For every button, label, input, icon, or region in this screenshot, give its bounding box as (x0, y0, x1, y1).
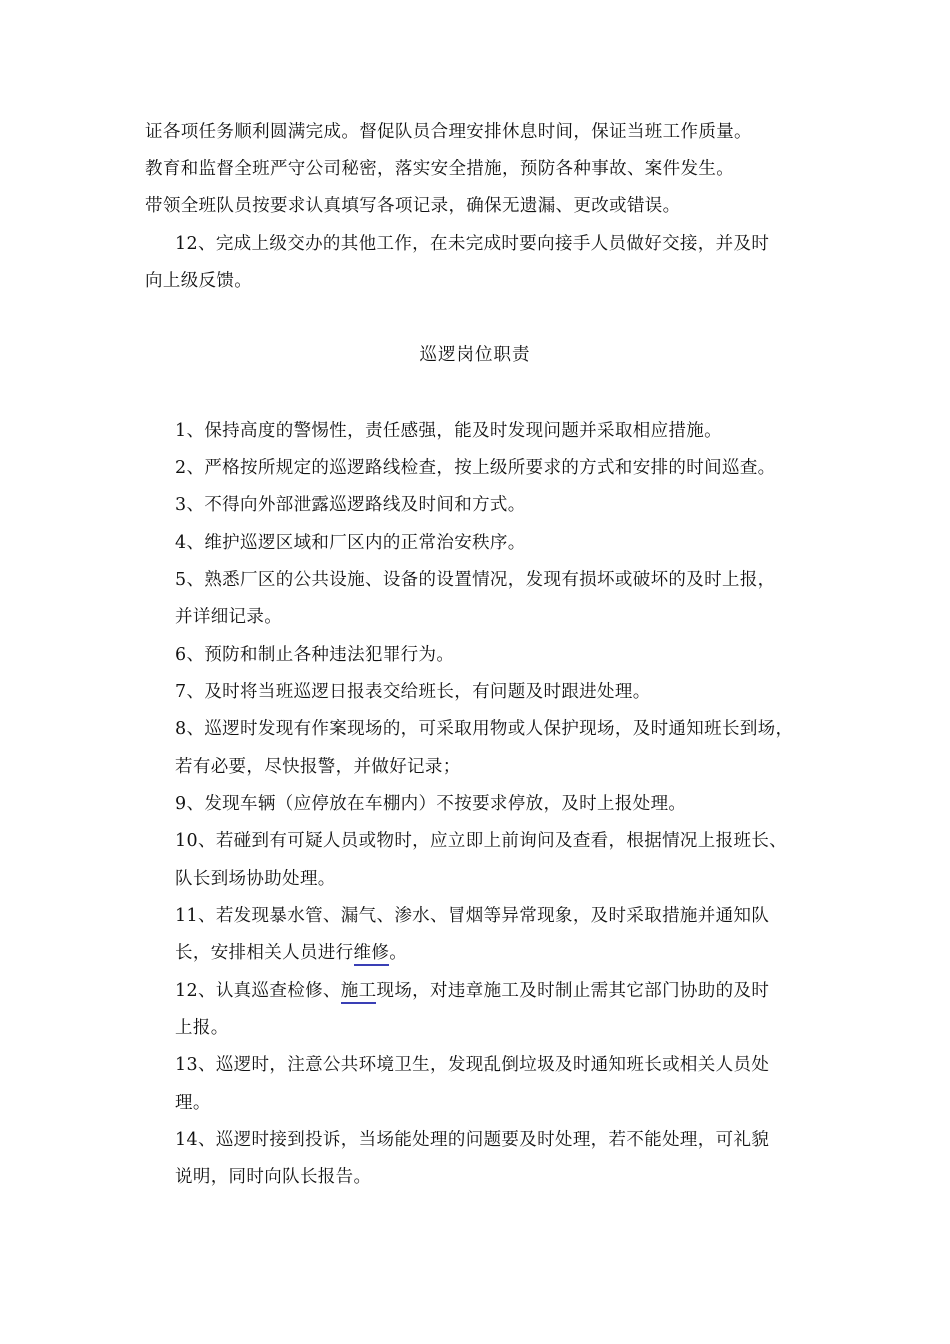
duty-item-12-line-2: 上报。 (175, 1018, 229, 1038)
duty-item-7: 7、及时将当班巡逻日报表交给班长，有问题及时跟进处理。 (175, 682, 651, 702)
duty-item-3: 3、不得向外部泄露巡逻路线及时间和方式。 (175, 495, 526, 515)
duty-item-5-line-1: 5、熟悉厂区的公共设施、设备的设置情况，发现有损坏或破坏的及时上报， (175, 570, 776, 590)
section-title: 巡逻岗位职责 (419, 345, 531, 365)
duty-item-11-line-2 (175, 945, 407, 963)
intro-item-12-line-1: 12、完成上级交办的其他工作，在未完成时要向接手人员做好交接，并及时 (175, 234, 770, 254)
duty-item-9: 9、发现车辆（应停放在车棚内）不按要求停放，及时上报处理。 (175, 794, 687, 814)
duty-item-2: 2、严格按所规定的巡逻路线检查，按上级所要求的方式和安排的时间巡查。 (175, 458, 776, 478)
intro-line-2: 教育和监督全班严守公司秘密，落实安全措施，预防各种事故、案件发生。 (145, 159, 735, 179)
duty-item-8-line-1: 8、巡逻时发现有作案现场的，可采取用物或人保护现场，及时通知班长到场， (175, 719, 794, 739)
intro-line-1: 证各项任务顺利圆满完成。督促队员合理安排休息时间，保证当班工作质量。 (145, 122, 752, 142)
duty-item-11-punct: 。 (389, 943, 408, 963)
intro-line-3: 带领全班队员按要求认真填写各项记录，确保无遗漏、更改或错误。 (145, 196, 681, 216)
duty-item-10-line-2: 队长到场协助处理。 (175, 869, 336, 889)
duty-item-12-text-pre: 12、认真巡查检修、 (175, 981, 341, 1001)
link-construction[interactable]: 施工 (341, 981, 377, 1004)
duty-item-1: 1、保持高度的警惕性，责任感强，能及时发现问题并采取相应措施。 (175, 421, 722, 441)
duty-item-13-line-1: 13、巡逻时，注意公共环境卫生，发现乱倒垃圾及时通知班长或相关人员处 (175, 1055, 770, 1075)
duty-item-10-line-1: 10、若碰到有可疑人员或物时，应立即上前询问及查看，根据情况上报班长、 (175, 831, 788, 851)
duty-item-6: 6、预防和制止各种违法犯罪行为。 (175, 645, 455, 665)
duty-item-11-line-1: 11、若发现暴水管、漏气、渗水、冒烟等异常现象，及时采取措施并通知队 (175, 906, 770, 926)
duty-item-13-line-2: 理。 (175, 1093, 211, 1113)
link-maintenance[interactable]: 维修 (354, 943, 390, 966)
intro-item-12-line-2: 向上级反馈。 (145, 271, 253, 291)
duty-item-5-line-2: 并详细记录。 (175, 607, 283, 627)
duty-item-12-line-1 (175, 983, 769, 1001)
duty-item-4: 4、维护巡逻区域和厂区内的正常治安秩序。 (175, 533, 526, 553)
duty-item-8-line-2: 若有必要，尽快报警，并做好记录； (175, 757, 461, 777)
duty-item-12-text-post: 现场，对违章施工及时制止需其它部门协助的及时 (376, 981, 770, 1001)
duty-item-14-line-1: 14、巡逻时接到投诉，当场能处理的问题要及时处理，若不能处理，可礼貌 (175, 1130, 770, 1150)
duty-item-11-text: 长，安排相关人员进行 (175, 943, 354, 963)
duty-item-14-line-2: 说明，同时向队长报告。 (175, 1167, 372, 1187)
